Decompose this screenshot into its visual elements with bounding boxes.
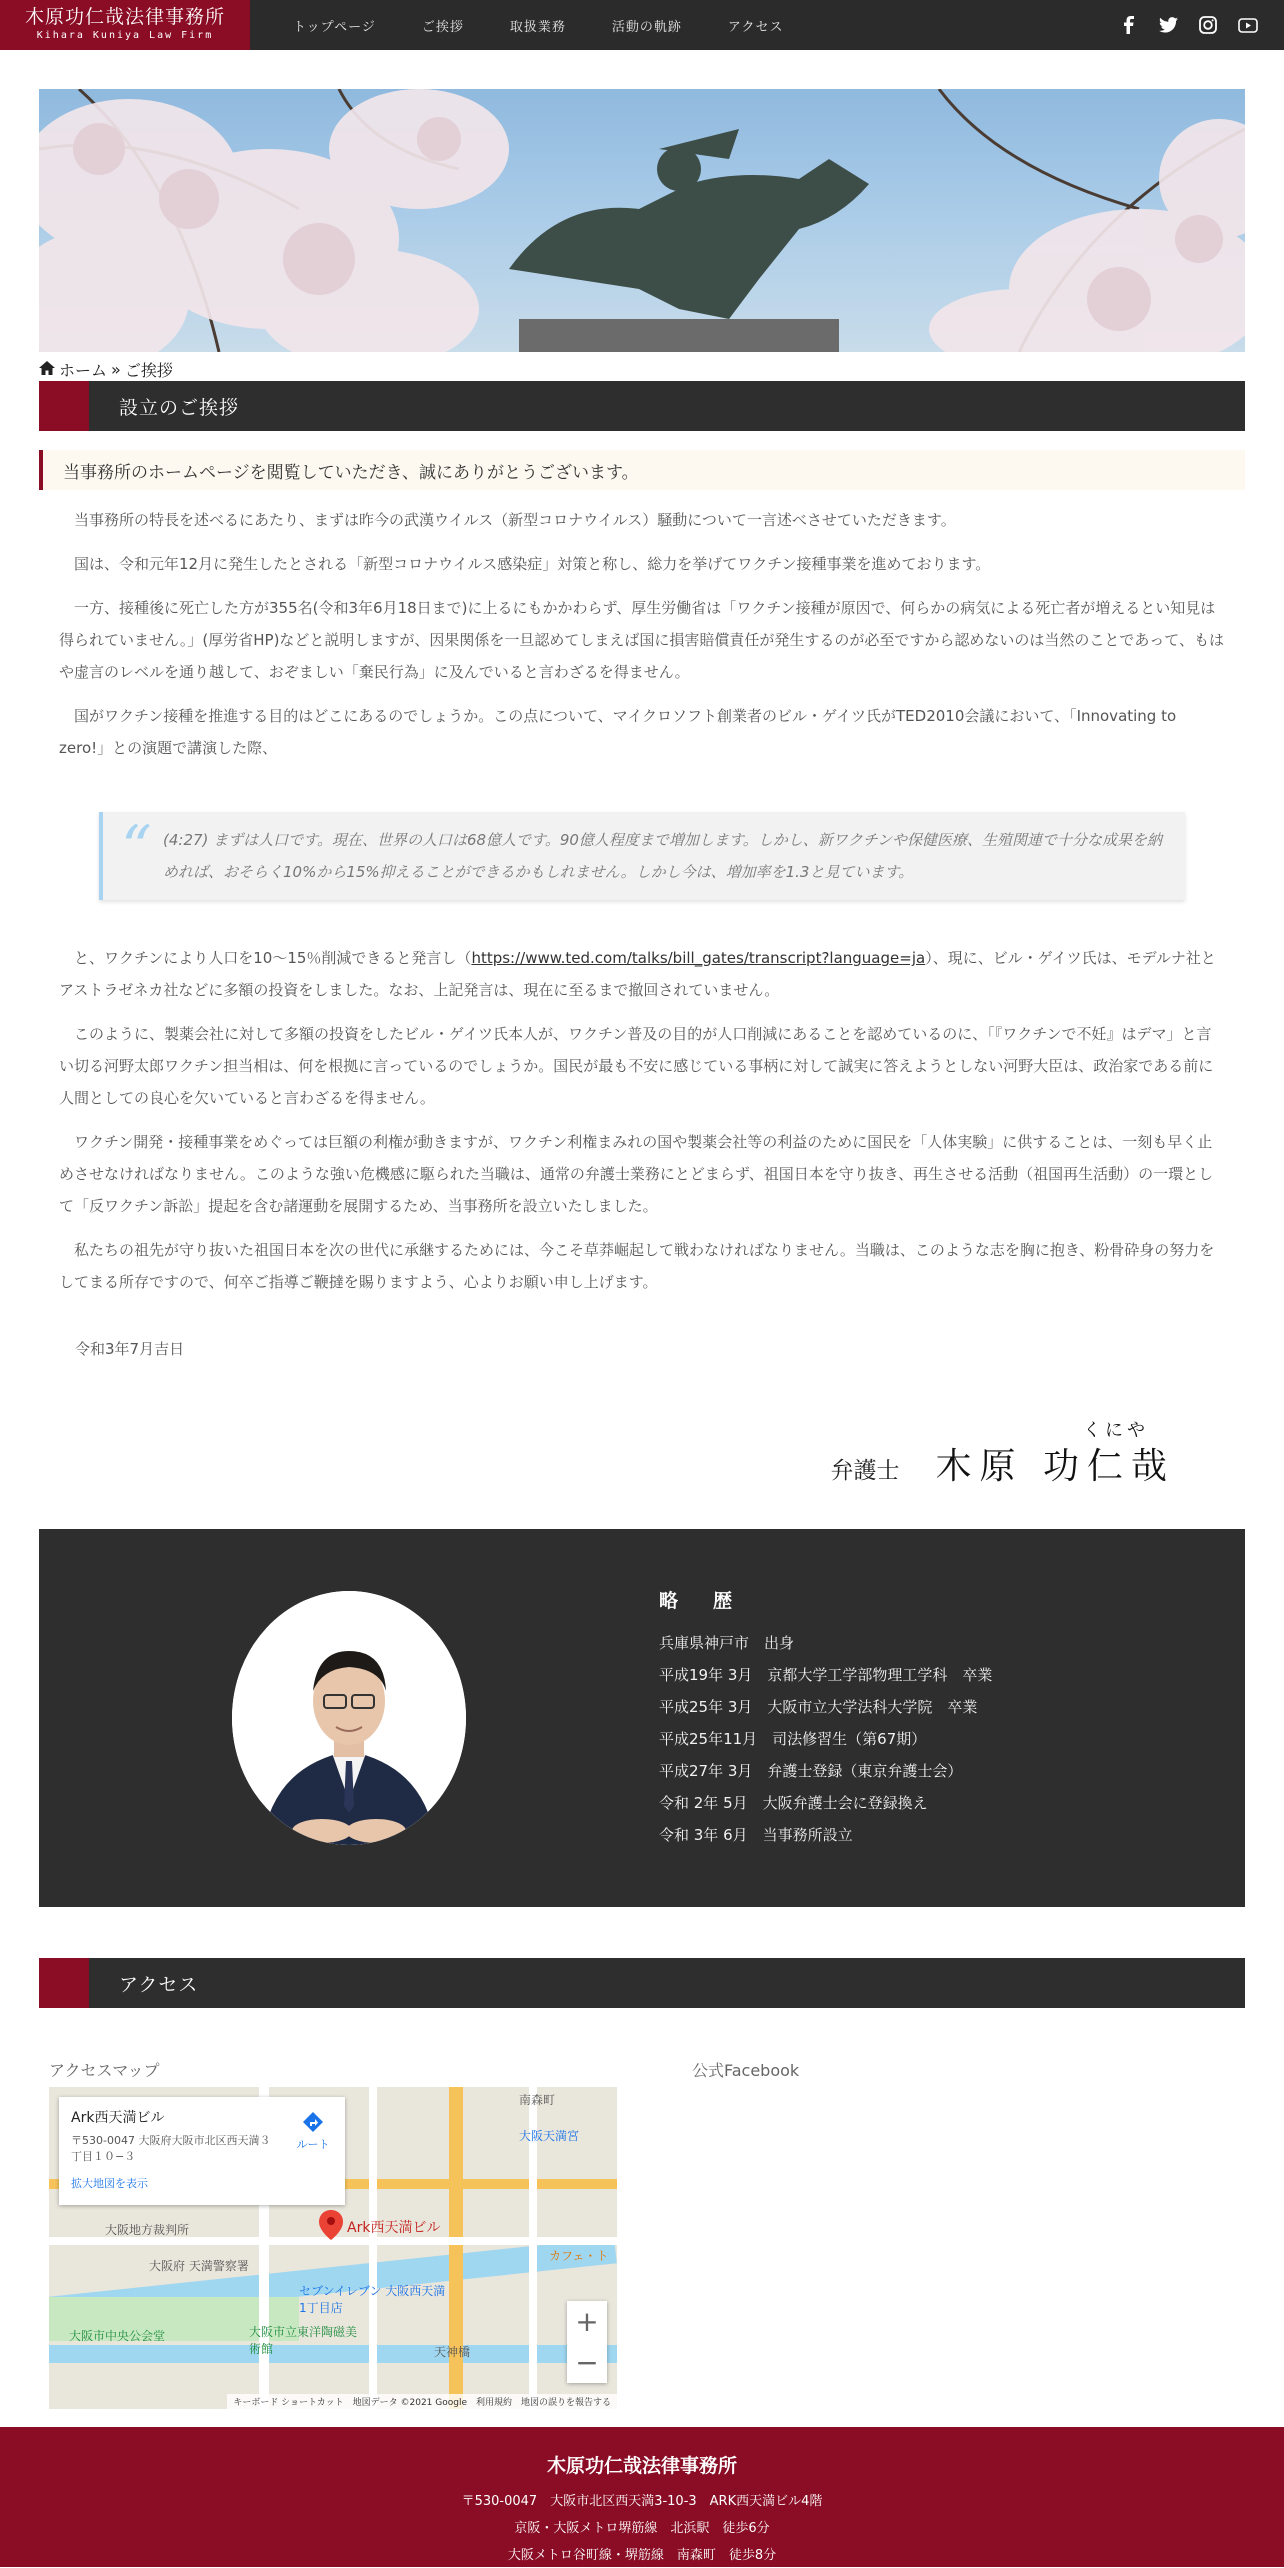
google-map[interactable]	[49, 2087, 617, 2409]
career-item: 兵庫県神戸市 出身	[659, 1633, 795, 1652]
career-item: 平成25年 3月 大阪市立大学法科大学院 卒業	[659, 1697, 978, 1716]
map-credit[interactable]: キーボード ショートカット 地図データ ©2021 Google 利用規約 地図の誤りを報告する	[227, 2394, 617, 2409]
directions-icon	[302, 2111, 324, 2133]
site-logo[interactable]	[0, 0, 250, 50]
access-content	[39, 2058, 1245, 2409]
map-column	[49, 2058, 642, 2409]
instagram-icon[interactable]	[1198, 15, 1218, 35]
map-zoom-controls	[567, 2301, 607, 2383]
map-pin-label: Ark西天満ビル	[347, 2220, 441, 2236]
signature-name	[935, 1420, 1175, 1489]
signature	[39, 1420, 1245, 1489]
map-place-label: 大阪府 天満警察署	[149, 2259, 249, 2273]
signature-name-text: 木原 功仁哉	[935, 1446, 1175, 1487]
paragraph: 当事務所の特長を述べるにあたり、まずは昨今の武漢ウイルス（新型コロナウイルス）騒動について一言述べさせていただきます。	[74, 511, 956, 529]
paragraph-text: ）、現に、ビル・ゲイツ氏は、モデルナ社とアストラゼネカ社などに多額の投資をしました。なお、上記発言は、現在に至るまで撤回されていません。	[59, 949, 1216, 999]
paragraph: 私たちの祖先が守り抜いた祖国日本を次の世代に承継するためには、今こそ草莽崛起して戦わなければなりません。当職は、このような志を胸に抱き、粉骨砕身の努力をしてまる所存ですので、何卒ご指導ご鞭撻を賜りますよう、心よりお願い申し上げます。	[59, 1241, 1215, 1291]
paragraph: ワクチン開発・接種事業をめぐっては巨額の利権が動きますが、ワクチン利権まみれの国や製薬会社等の利益のために国民を「人体実験」に供することは、一刻も早く止めさせなければなりません。このような強い危機感に駆られた当職は、通常の弁護士業務にとどまらず、祖国日本を守り抜き、再生させる活動（祖国再生活動）の一環として「反ワクチン訴訟」提起を含む諸運動を展開するため、当事務所を設立いたしました。	[59, 1133, 1214, 1215]
career-item: 平成25年11月 司法修習生（第67期）	[659, 1729, 927, 1748]
map-card-address: 〒530-0047 大阪府大阪市北区西天満３丁目１０−３	[71, 2134, 271, 2163]
map-place-label: 大阪地方裁判所	[105, 2223, 190, 2237]
twitter-icon[interactable]	[1158, 15, 1178, 35]
nav-greeting[interactable]: ご挨拶	[421, 19, 464, 35]
map-place-label: 大阪市中央公会堂	[69, 2329, 166, 2343]
map-route-button[interactable]	[293, 2111, 333, 2152]
breadcrumb-home[interactable]: ホーム	[59, 360, 108, 380]
nav-top[interactable]: トップページ	[293, 19, 376, 35]
section-title: 設立のご挨拶	[119, 396, 240, 419]
lead-message: 当事務所のホームページを閲覧していただき、誠にありがとうございます。	[39, 450, 1245, 490]
paragraph: このように、製薬会社に対して多額の投資をしたビル・ゲイツ氏本人が、ワクチン普及の目的が人口削減にあることを認めているのに、「『ワクチンで不妊』はデマ」と言い切る河野太郎ワクチン担当相は、何を根拠に言っているのでしょうか。国民が最も不安に感じている事柄に対して誠実に答えようとしない河野大臣は、政治家である前に人間としての良心を欠いていると言わざるを得ません。	[59, 1025, 1214, 1107]
nav-activities[interactable]: 活動の軌跡	[611, 19, 682, 35]
nav-practice[interactable]: 取扱業務	[509, 19, 566, 35]
paragraph: 国がワクチン接種を推進する目的はどこにあるのでしょうか。この点について、マイクロソフト創業者のビル・ゲイツ氏がTED2010会議において、「Innovating to zero!」との演題で講演した際、	[59, 707, 1177, 757]
career-title: 略 歴	[659, 1589, 741, 1612]
map-place-label: 天神橋	[434, 2345, 471, 2359]
signature-ruby: くにや	[1083, 1420, 1149, 1441]
map-enlarge-link[interactable]: 拡大地図を表示	[71, 2177, 148, 2190]
footer-access-line: 京阪・大阪メトロ堺筋線 北浜駅 徒歩6分	[514, 2521, 770, 2536]
map-road	[369, 2087, 377, 2409]
lawyer-portrait	[232, 1591, 466, 1845]
main-nav	[270, 16, 807, 35]
map-info-card	[59, 2097, 345, 2205]
facebook-icon[interactable]	[1118, 15, 1138, 35]
section-title: アクセス	[119, 1973, 199, 1996]
section-accent-mark	[39, 1958, 89, 2008]
site-header	[0, 0, 1284, 50]
footer-access-line: 大阪メトロ谷町線・堺筋線 南森町 徒歩8分	[507, 2548, 777, 2563]
footer-firm-name: 木原功仁哉法律事務所	[546, 2455, 737, 2477]
section-header-access	[39, 1958, 1245, 2008]
map-label: アクセスマップ	[49, 2061, 160, 2080]
map-place-label: 大阪市立東洋陶磁美術館	[249, 2325, 358, 2356]
career-item: 平成27年 3月 弁護士登録（東京弁護士会）	[659, 1761, 963, 1780]
paragraph: 一方、接種後に死亡した方が355名(令和3年6月18日まで)に上るにもかかわらず、厚生労働省は「ワクチン接種が原因で、何らかの病気による死亡者が増えるとい知見は得られていません。」(厚労省HP)などと説明しますが、因果関係を一旦認めてしまえば国に損害賠償責任が発生するのが必至ですから認めないのは当然のことであって、もはや虚言のレベルを通り越して、おぞましい「棄民行為」に及んでいると言わざるを得ません。	[59, 599, 1224, 681]
career-item: 令和 3年 6月 当事務所設立	[659, 1825, 853, 1844]
career-list	[659, 1586, 992, 1851]
section-header-greeting	[39, 381, 1245, 431]
signature-role: 弁護士	[830, 1458, 900, 1484]
home-icon[interactable]	[39, 360, 55, 379]
map-pin-icon[interactable]	[319, 2210, 343, 2240]
spacer	[39, 1907, 1245, 1957]
map-route-label: ルート	[296, 2138, 330, 2151]
map-place-label: セブンイレブン 大阪西天満1丁目店	[299, 2284, 446, 2315]
map-place-label: 大阪天満宮	[519, 2129, 580, 2143]
profile-section	[39, 1529, 1245, 1907]
breadcrumb-separator: »	[111, 359, 121, 379]
social-links	[1118, 0, 1258, 50]
section-accent-mark	[39, 381, 89, 431]
facebook-column	[642, 2058, 1235, 2409]
map-place-label: 南森町	[519, 2093, 556, 2107]
nav-access[interactable]: アクセス	[727, 19, 784, 35]
hero-image-cherry-blossom-statue	[39, 89, 1245, 352]
breadcrumb	[39, 358, 1245, 380]
youtube-icon[interactable]	[1238, 15, 1258, 35]
quote-text: (4:27) まずは人口です。現在、世界の人口は68億人です。90億人程度まで増加します。しかし、新ワクチンや保健医療、生殖関連で十分な成果を納めれば、おそらく10%から15%抑えることができるかもしれません。しかし今は、増加率を1.3と見ています。	[163, 831, 1162, 881]
ted-transcript-link[interactable]: https://www.ted.com/talks/bill_gates/transcript?language=ja	[471, 949, 926, 967]
zoom-out-button[interactable]: −	[575, 2346, 599, 2379]
zoom-in-button[interactable]: +	[575, 2305, 599, 2338]
greeting-date: 令和3年7月吉日	[75, 1340, 185, 1358]
facebook-label: 公式Facebook	[692, 2061, 800, 2080]
career-item: 令和 2年 5月 大阪弁護士会に登録換え	[659, 1793, 928, 1812]
blockquote	[99, 812, 1185, 900]
site-footer	[0, 2427, 1284, 2567]
career-item: 平成19年 3月 京都大学工学部物理工学科 卒業	[659, 1665, 993, 1684]
logo-name: 木原功仁哉法律事務所	[24, 6, 225, 28]
breadcrumb-current: ご挨拶	[124, 360, 173, 380]
paragraph-text: と、ワクチンにより人口を10～15％削減できると発言し（	[74, 949, 472, 967]
map-road	[449, 2087, 463, 2409]
map-card-title: Ark西天満ビル	[71, 2110, 165, 2126]
greeting-body	[39, 504, 1245, 1298]
logo-english: Kihara Kuniya Law Firm	[36, 30, 214, 41]
quote-icon: “	[121, 813, 152, 883]
footer-address: 〒530-0047 大阪市北区西天満3-10-3 ARK西天満ビル4階	[461, 2494, 823, 2509]
paragraph: 国は、令和元年12月に発生したとされる「新型コロナウイルス感染症」対策と称し、総力を挙げてワクチン接種事業を進めております。	[74, 555, 991, 573]
paragraph	[59, 942, 1225, 1006]
profile-photo-wrap	[39, 1591, 659, 1845]
map-place-label: カフェ・ト	[549, 2249, 609, 2263]
